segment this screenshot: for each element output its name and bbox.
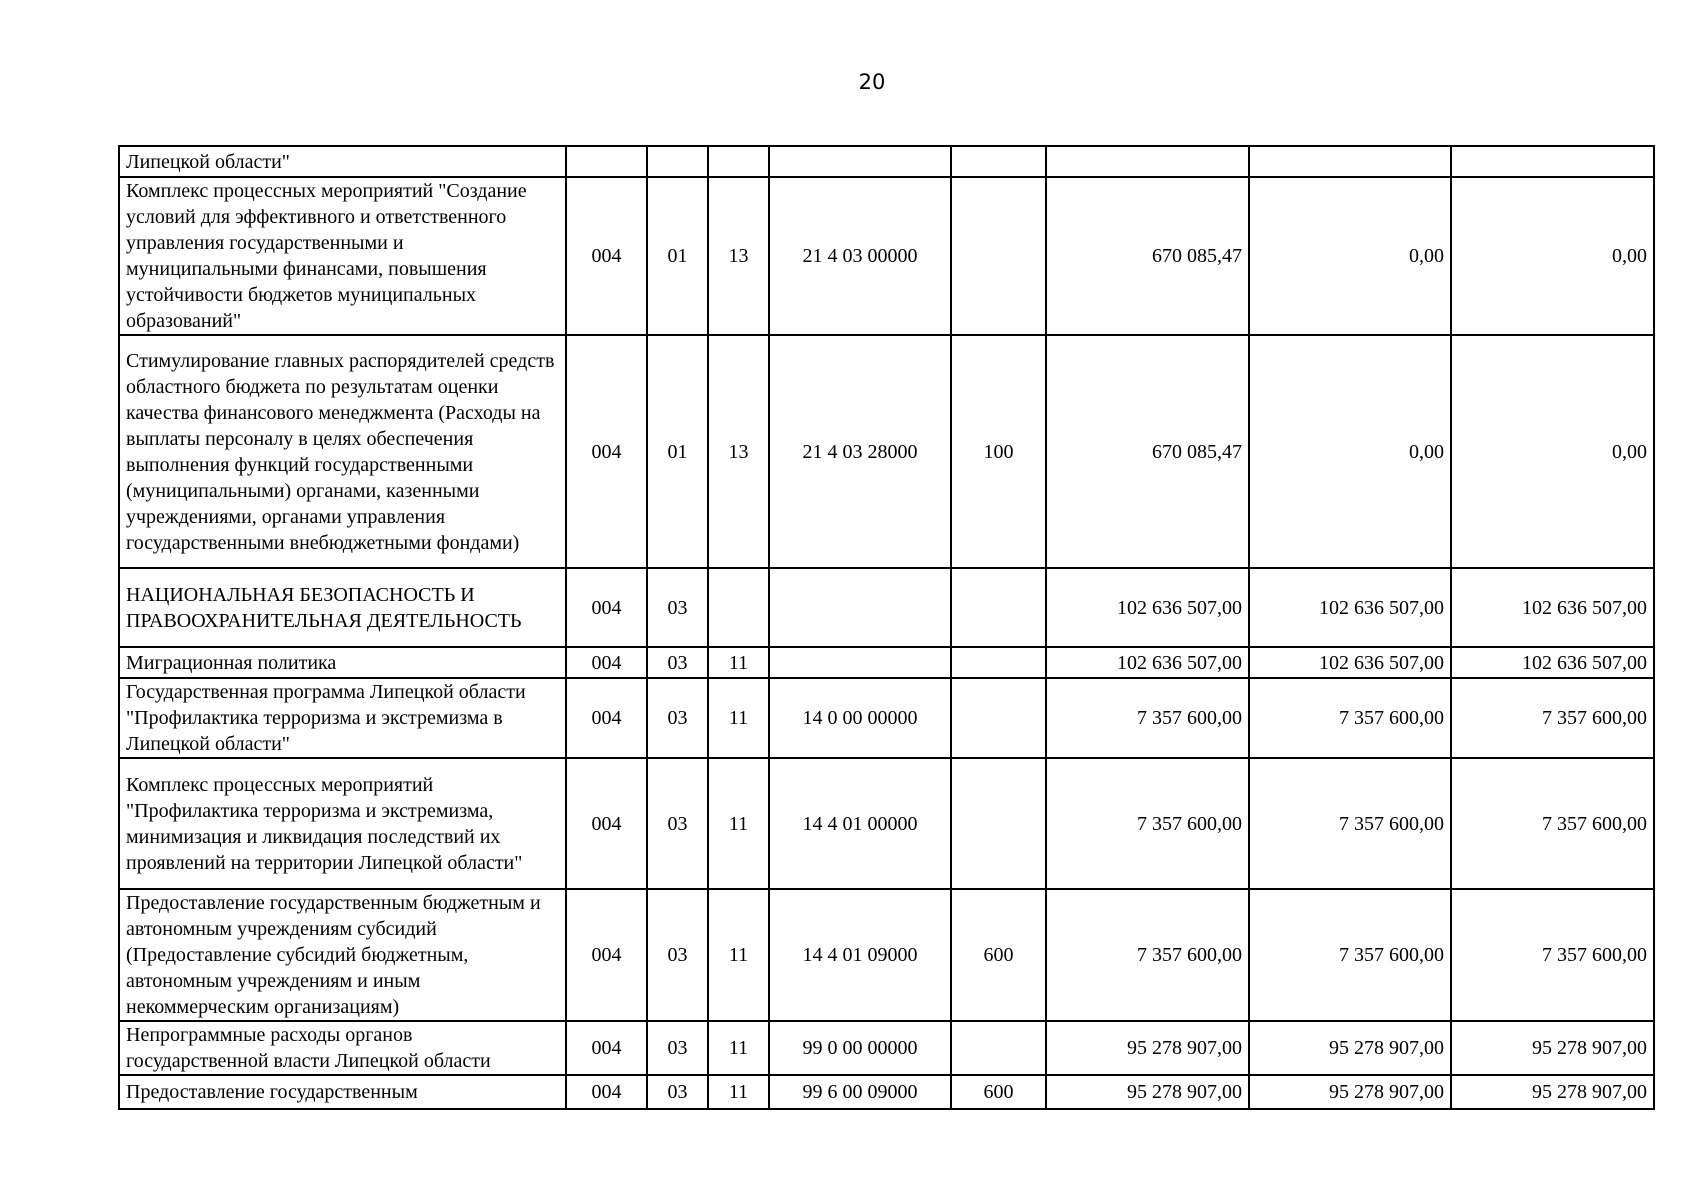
table-row	[119, 1021, 1654, 1075]
amount-year-3: 7 357 600,00	[1451, 758, 1654, 889]
table-row	[119, 177, 1654, 335]
amount-year-3: 102 636 507,00	[1451, 568, 1654, 647]
amount-year-3: 95 278 907,00	[1451, 1021, 1654, 1075]
subsection-code: 13	[708, 177, 769, 335]
target-article-code	[769, 146, 951, 177]
section-code: 03	[647, 889, 708, 1021]
section-code: 03	[647, 758, 708, 889]
target-article-code: 14 0 00 00000	[769, 678, 951, 758]
amount-year-2: 102 636 507,00	[1249, 647, 1451, 678]
subsection-code: 13	[708, 335, 769, 568]
amount-year-2: 95 278 907,00	[1249, 1075, 1451, 1109]
budget-table	[118, 145, 1655, 1110]
subsection-code: 11	[708, 647, 769, 678]
row-description: Стимулирование главных распорядителей средств областного бюджета по результатам оценки качества финансового менеджмента (Расходы на выплаты персоналу в целях обеспечения выполнения функций государственными (муниципальными) органами, казенными учреждениями, органами управления государственными внебюджетными фондами)	[119, 335, 566, 568]
table-row	[119, 889, 1654, 1021]
row-description: Предоставление государственным бюджетным и автономным учреждениям субсидий (Предоставление субсидий бюджетным, автономным учреждениям и иным некоммерческим организациям)	[119, 889, 566, 1021]
amount-year-2: 7 357 600,00	[1249, 758, 1451, 889]
target-article-code: 21 4 03 00000	[769, 177, 951, 335]
expense-type-code: 600	[951, 889, 1046, 1021]
amount-year-1: 670 085,47	[1046, 335, 1249, 568]
row-description: Комплекс процессных мероприятий "Профилактика терроризма и экстремизма, минимизация и ликвидация последствий их проявлений на территории Липецкой области"	[119, 758, 566, 889]
amount-year-1: 95 278 907,00	[1046, 1021, 1249, 1075]
table-row	[119, 647, 1654, 678]
ministry-code: 004	[566, 758, 647, 889]
amount-year-3: 0,00	[1451, 335, 1654, 568]
expense-type-code	[951, 647, 1046, 678]
amount-year-1: 102 636 507,00	[1046, 568, 1249, 647]
ministry-code: 004	[566, 647, 647, 678]
row-description: Липецкой области"	[119, 146, 566, 177]
ministry-code: 004	[566, 568, 647, 647]
section-code: 03	[647, 1075, 708, 1109]
expense-type-code: 600	[951, 1075, 1046, 1109]
amount-year-1: 7 357 600,00	[1046, 758, 1249, 889]
row-description: НАЦИОНАЛЬНАЯ БЕЗОПАСНОСТЬ И ПРАВООХРАНИТЕЛЬНАЯ ДЕЯТЕЛЬНОСТЬ	[119, 568, 566, 647]
section-code: 01	[647, 335, 708, 568]
table-row	[119, 758, 1654, 889]
amount-year-3: 102 636 507,00	[1451, 647, 1654, 678]
subsection-code	[708, 568, 769, 647]
subsection-code: 11	[708, 758, 769, 889]
amount-year-2	[1249, 146, 1451, 177]
expense-type-code	[951, 1021, 1046, 1075]
subsection-code: 11	[708, 678, 769, 758]
table-row	[119, 335, 1654, 568]
table-row	[119, 1075, 1654, 1109]
amount-year-1: 95 278 907,00	[1046, 1075, 1249, 1109]
amount-year-3: 7 357 600,00	[1451, 678, 1654, 758]
target-article-code: 99 6 00 09000	[769, 1075, 951, 1109]
target-article-code	[769, 647, 951, 678]
subsection-code	[708, 146, 769, 177]
amount-year-2: 7 357 600,00	[1249, 889, 1451, 1021]
target-article-code: 14 4 01 09000	[769, 889, 951, 1021]
amount-year-2: 0,00	[1249, 177, 1451, 335]
ministry-code: 004	[566, 889, 647, 1021]
target-article-code: 14 4 01 00000	[769, 758, 951, 889]
expense-type-code: 100	[951, 335, 1046, 568]
amount-year-1: 670 085,47	[1046, 177, 1249, 335]
amount-year-1	[1046, 146, 1249, 177]
target-article-code	[769, 568, 951, 647]
section-code: 01	[647, 177, 708, 335]
expense-type-code	[951, 146, 1046, 177]
row-description: Комплекс процессных мероприятий "Создание условий для эффективного и ответственного управления государственными и муниципальными финансами, повышения устойчивости бюджетов муниципальных образований"	[119, 177, 566, 335]
section-code: 03	[647, 1021, 708, 1075]
amount-year-1: 102 636 507,00	[1046, 647, 1249, 678]
subsection-code: 11	[708, 1075, 769, 1109]
table-row	[119, 568, 1654, 647]
ministry-code: 004	[566, 1021, 647, 1075]
subsection-code: 11	[708, 1021, 769, 1075]
table-row	[119, 678, 1654, 758]
section-code	[647, 146, 708, 177]
expense-type-code	[951, 568, 1046, 647]
target-article-code: 99 0 00 00000	[769, 1021, 951, 1075]
expense-type-code	[951, 758, 1046, 889]
row-description: Государственная программа Липецкой области "Профилактика терроризма и экстремизма в Липецкой области"	[119, 678, 566, 758]
ministry-code: 004	[566, 177, 647, 335]
expense-type-code	[951, 177, 1046, 335]
row-description: Непрограммные расходы органов государственной власти Липецкой области	[119, 1021, 566, 1075]
subsection-code: 11	[708, 889, 769, 1021]
ministry-code: 004	[566, 678, 647, 758]
amount-year-2: 0,00	[1249, 335, 1451, 568]
amount-year-2: 7 357 600,00	[1249, 678, 1451, 758]
row-description: Миграционная политика	[119, 647, 566, 678]
expense-type-code	[951, 678, 1046, 758]
amount-year-1: 7 357 600,00	[1046, 889, 1249, 1021]
section-code: 03	[647, 647, 708, 678]
ministry-code	[566, 146, 647, 177]
amount-year-3	[1451, 146, 1654, 177]
amount-year-2: 102 636 507,00	[1249, 568, 1451, 647]
page-number: 20	[858, 70, 886, 94]
section-code: 03	[647, 678, 708, 758]
amount-year-1: 7 357 600,00	[1046, 678, 1249, 758]
amount-year-3: 0,00	[1451, 177, 1654, 335]
amount-year-2: 95 278 907,00	[1249, 1021, 1451, 1075]
table-row	[119, 146, 1654, 177]
amount-year-3: 95 278 907,00	[1451, 1075, 1654, 1109]
row-description: Предоставление государственным	[119, 1075, 566, 1109]
amount-year-3: 7 357 600,00	[1451, 889, 1654, 1021]
ministry-code: 004	[566, 1075, 647, 1109]
section-code: 03	[647, 568, 708, 647]
ministry-code: 004	[566, 335, 647, 568]
target-article-code: 21 4 03 28000	[769, 335, 951, 568]
